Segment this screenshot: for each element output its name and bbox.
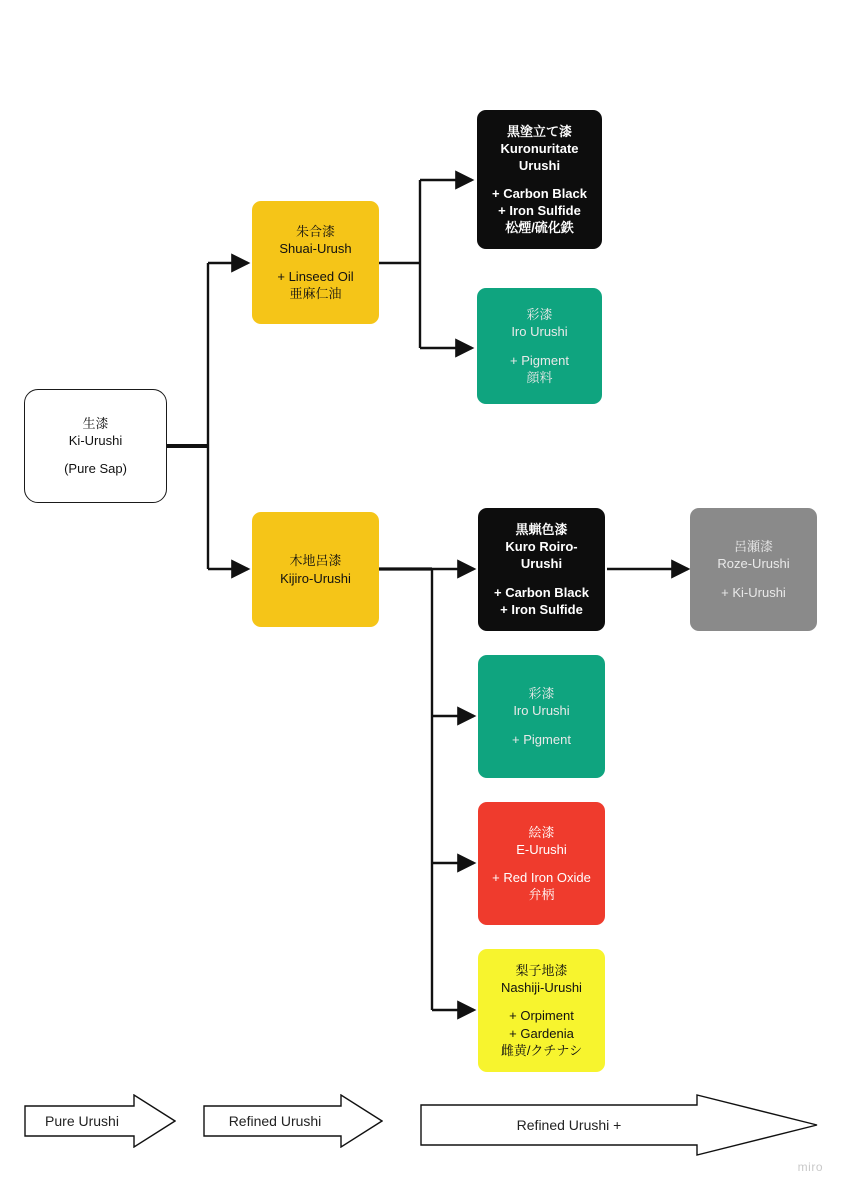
node-kuro-roiro-line-2: Kuro Roiro- [505, 539, 578, 555]
node-roze-line-2: Roze-Urushi [717, 556, 790, 572]
node-ki-urushi[interactable] [24, 389, 167, 503]
node-kuronuritate-line-2: Kuronuritate [500, 140, 579, 156]
node-shuai-urush[interactable] [252, 201, 379, 324]
node-e-urushi[interactable] [478, 802, 605, 925]
node-ki-urushi-line-2: Ki-Urushi [68, 432, 123, 448]
legend-refined-urushi[interactable] [203, 1094, 383, 1148]
node-iro-urushi-top[interactable] [477, 288, 602, 404]
node-kijiro-urushi[interactable] [252, 512, 379, 627]
node-e-urushi-line-1: 絵漆 [528, 824, 555, 840]
node-kuro-roiro-line-3: Urushi [520, 556, 563, 572]
node-shuai-line-4: 亜麻仁油 [289, 286, 342, 302]
node-iro-top-line-2: Iro Urushi [511, 324, 568, 340]
node-kuronuritate-line-3: Urushi [518, 157, 561, 173]
node-kuronuritate-urushi[interactable] [477, 110, 602, 249]
legend-pure-urushi[interactable] [24, 1094, 176, 1148]
node-iro-bottom-line-3: + Pigment [512, 731, 571, 747]
node-shuai-line-2: Shuai-Urush [279, 240, 352, 256]
node-e-urushi-line-2: E-Urushi [516, 841, 567, 857]
node-kuronuritate-line-6: 松煙/硫化鉄 [505, 220, 574, 236]
node-kuronuritate-line-1: 黒塗立て漆 [506, 123, 572, 139]
node-shuai-line-1: 朱合漆 [295, 223, 335, 239]
node-kuro-roiro-line-5: + Iron Sulfide [500, 601, 583, 617]
node-e-urushi-line-3: + Red Iron Oxide [492, 870, 591, 885]
node-ki-urushi-line-1: 生漆 [82, 415, 109, 431]
legend-refined-urushi-label: Refined Urushi [228, 1113, 322, 1129]
miro-watermark: miro [797, 1160, 823, 1174]
node-kijiro-line-1: 木地呂漆 [289, 553, 342, 569]
node-iro-urushi-bottom[interactable] [478, 655, 605, 778]
legend-refined-urushi-plus-label: Refined Urushi + [516, 1117, 622, 1133]
node-nashiji-line-2: Nashiji-Urushi [501, 980, 582, 996]
node-roze-line-1: 呂瀬漆 [733, 539, 773, 555]
node-shuai-line-3: + Linseed Oil [277, 269, 354, 284]
node-kuronuritate-line-4: + Carbon Black [491, 186, 587, 201]
node-kijiro-line-2: Kijiro-Urushi [280, 570, 351, 586]
node-kuronuritate-line-5: + Iron Sulfide [498, 203, 581, 219]
node-iro-bottom-line-2: Iro Urushi [513, 703, 570, 719]
legend-pure-urushi-label: Pure Urushi [45, 1113, 119, 1129]
node-nashiji-line-4: + Gardenia [509, 1025, 574, 1041]
node-iro-top-line-3: + Pigment [510, 352, 569, 368]
node-ki-urushi-line-3: (Pure Sap) [64, 461, 127, 477]
node-kuro-roiro-line-1: 黒蝋色漆 [515, 522, 568, 538]
node-kuro-roiro-urushi[interactable] [478, 508, 605, 631]
node-nashiji-line-3: + Orpiment [509, 1008, 574, 1024]
node-roze-line-3: + Ki-Urushi [721, 584, 786, 600]
node-nashiji-urushi[interactable] [478, 949, 605, 1072]
node-iro-top-line-1: 彩漆 [526, 307, 553, 323]
node-e-urushi-line-4: 弁柄 [528, 887, 555, 903]
node-nashiji-line-5: 雌黄/クチナシ [500, 1042, 583, 1058]
legend-refined-urushi-plus[interactable] [420, 1094, 818, 1156]
node-kuro-roiro-line-4: + Carbon Black [493, 584, 589, 600]
node-roze-urushi[interactable] [690, 508, 817, 631]
node-nashiji-line-1: 梨子地漆 [515, 963, 568, 979]
node-iro-bottom-line-1: 彩漆 [528, 686, 555, 702]
node-iro-top-line-4: 顔料 [526, 369, 553, 385]
